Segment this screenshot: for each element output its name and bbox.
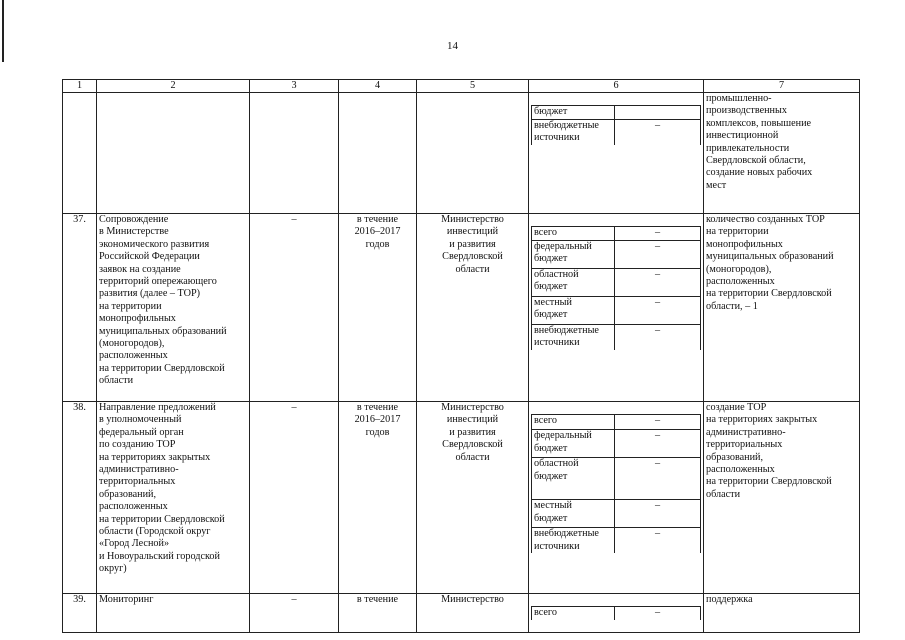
funding-sources [529, 214, 704, 402]
executor: Министерство инвестиций и развития Свердловской области [417, 214, 529, 402]
source-value [615, 106, 701, 119]
source-value: – [615, 607, 701, 620]
source-label: бюджет [532, 106, 615, 119]
row-number [63, 93, 97, 214]
source-label: местный бюджет [532, 296, 615, 324]
source-label: всего [532, 415, 615, 430]
page-margin-line [2, 0, 4, 62]
funding-amount: – [250, 214, 339, 402]
table-row-38 [63, 402, 860, 594]
source-value: – [615, 240, 701, 268]
source-label: внебюджетные источники [532, 528, 615, 553]
col-header: 6 [529, 80, 704, 93]
measure-text: Сопровождение в Министерстве экономического развития Российской Федерации заявок на создание территорий опережающего развития (далее – ТОР) на территории монопрофильных муниципальных образований (моногородов), расположенных на территории Свердловской области [97, 214, 250, 402]
row-number: 37. [63, 214, 97, 402]
table-row-continuation [63, 93, 860, 214]
target-indicator: количество созданных ТОР на территории монопрофильных муниципальных образований (моногородов), расположенных на территории Свердловской области, – 1 [704, 214, 860, 402]
funding-amount: – [250, 402, 339, 594]
measure-text: Направление предложений в уполномоченный федеральный орган по созданию ТОР на территориях закрытых административно- территориальных образований, расположенных на территории Свердловской области (Городской округ «Город Лесной» и Новоуральский городской округ) [97, 402, 250, 594]
funding-sources [529, 402, 704, 594]
table-row-37 [63, 214, 860, 402]
target-indicator: промышленно- производственных комплексов, повышение инвестиционной привлекательности Свердловской области, создание новых рабочих мест [704, 93, 860, 214]
funding-sources [529, 594, 704, 633]
col-header: 5 [417, 80, 529, 93]
source-label: всего [532, 227, 615, 240]
measures-table [62, 79, 860, 633]
source-label: местный бюджет [532, 500, 615, 528]
source-value: – [615, 268, 701, 296]
source-value: – [615, 296, 701, 324]
source-label: внебюджетные источники [532, 324, 615, 349]
measure-text: Мониторинг [97, 594, 250, 633]
source-label: федеральный бюджет [532, 240, 615, 268]
table-row-39 [63, 594, 860, 633]
source-value: – [615, 227, 701, 240]
source-value: – [615, 500, 701, 528]
header-row [63, 80, 860, 93]
col-header: 1 [63, 80, 97, 93]
executor [417, 93, 529, 214]
deadline: в течение 2016–2017 годов [339, 402, 417, 594]
col-header: 3 [250, 80, 339, 93]
col-header: 4 [339, 80, 417, 93]
deadline [339, 93, 417, 214]
executor: Министерство инвестиций и развития Свердловской области [417, 402, 529, 594]
row-number: 38. [63, 402, 97, 594]
deadline: в течение 2016–2017 годов [339, 214, 417, 402]
source-value: – [615, 528, 701, 553]
row-number: 39. [63, 594, 97, 633]
source-label: внебюджетные источники [532, 119, 615, 144]
source-value: – [615, 415, 701, 430]
source-value: – [615, 119, 701, 144]
funding-amount [250, 93, 339, 214]
page-number: 14 [447, 40, 458, 52]
target-indicator: создание ТОР на территориях закрытых административно- территориальных образований, расположенных на территории Свердловской области [704, 402, 860, 594]
source-label: всего [532, 607, 615, 620]
source-value: – [615, 458, 701, 500]
measure-text [97, 93, 250, 214]
deadline: в течение [339, 594, 417, 633]
col-header: 7 [704, 80, 860, 93]
source-label: федеральный бюджет [532, 430, 615, 458]
source-value: – [615, 324, 701, 349]
col-header: 2 [97, 80, 250, 93]
source-label: областной бюджет [532, 458, 615, 500]
source-value: – [615, 430, 701, 458]
funding-sources [529, 93, 704, 214]
funding-amount: – [250, 594, 339, 633]
executor: Министерство [417, 594, 529, 633]
target-indicator: поддержка [704, 594, 860, 633]
source-label: областной бюджет [532, 268, 615, 296]
